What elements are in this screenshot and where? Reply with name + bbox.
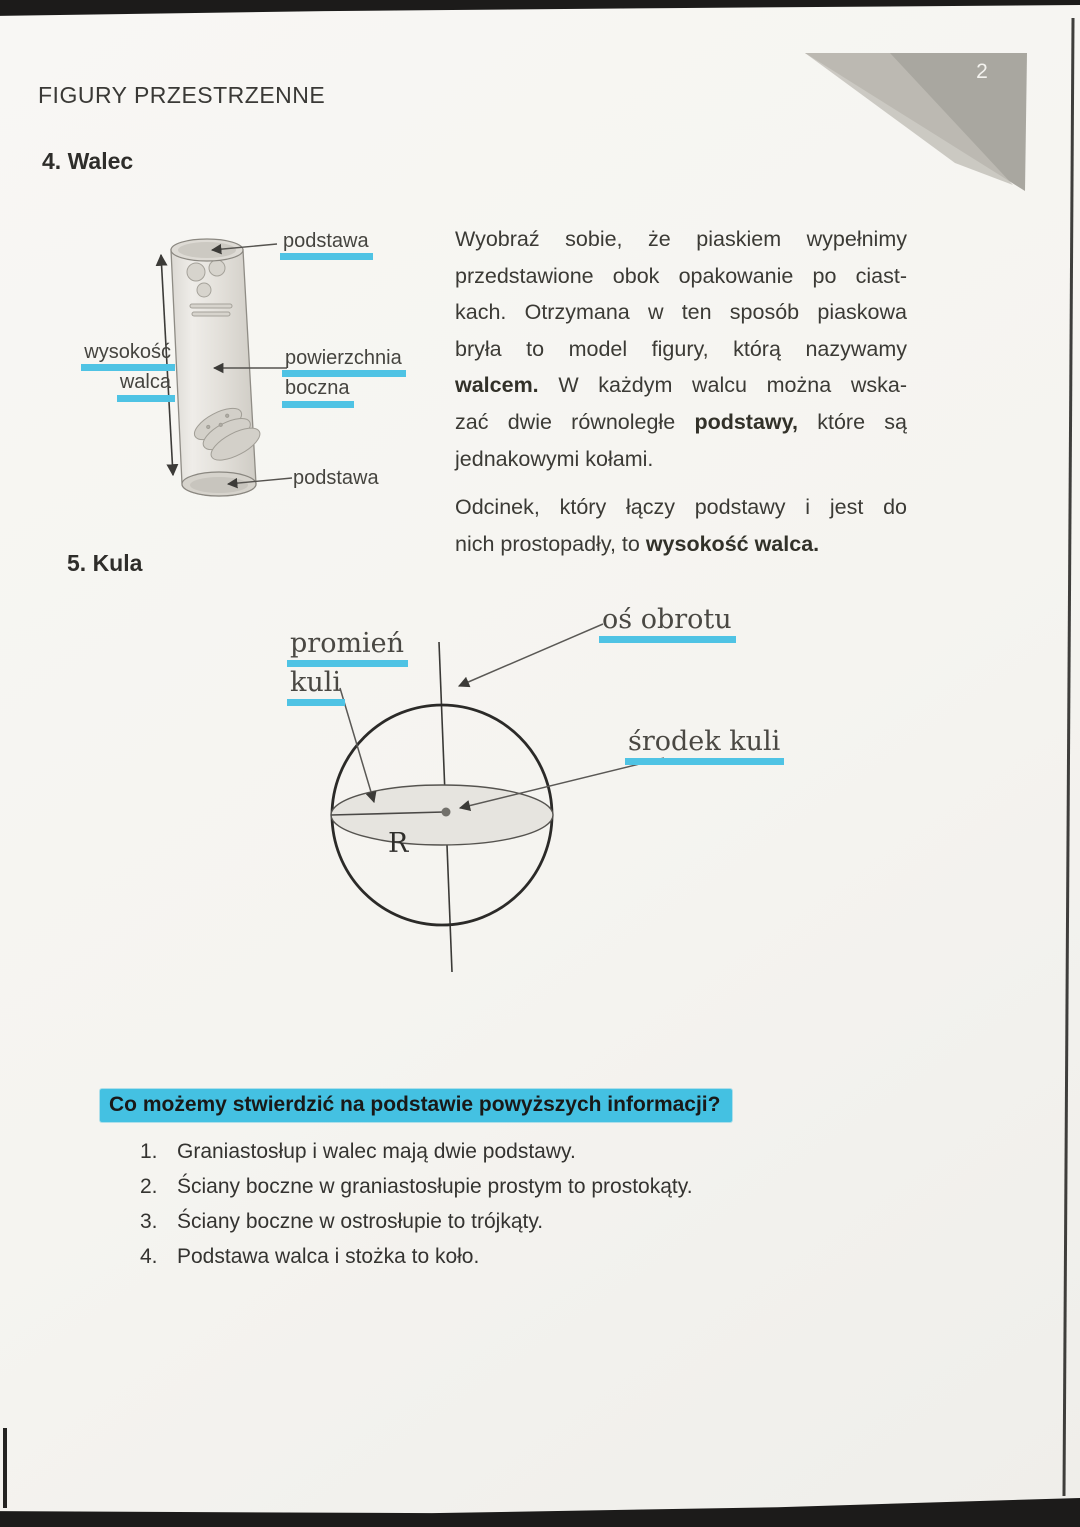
list-item-text: Ściany boczne w ostrosłupie to trójkąty. bbox=[177, 1210, 544, 1233]
list-item-number: 2. bbox=[140, 1175, 158, 1198]
page-title: FIGURY PRZESTRZENNE bbox=[38, 82, 326, 108]
section-heading-walec: 4. Walec bbox=[42, 148, 134, 174]
list-item bbox=[140, 1210, 960, 1234]
label-srodek-kuli: środek kuli bbox=[628, 726, 784, 765]
text-line: kach. Otrzymana w ten sposób piaskowa bbox=[455, 300, 907, 325]
scan-edge-top bbox=[0, 0, 1080, 18]
scan-edge-right bbox=[1062, 18, 1074, 1496]
list-item-text: Graniastosłup i walec mają dwie podstawy. bbox=[177, 1140, 576, 1163]
text-line: zać dwie równoległe podstawy, które są bbox=[455, 409, 907, 434]
text-line: przedstawione obok opakowanie po ciast- bbox=[455, 263, 907, 288]
summary-question-highlight: Co możemy stwierdzić na podstawie powyższych informacji? bbox=[100, 1089, 732, 1122]
arrow-os-obrotu bbox=[459, 624, 603, 686]
conclusions-list bbox=[140, 1140, 960, 1280]
walec-paragraph-1 bbox=[455, 221, 907, 477]
label-os-obrotu: oś obrotu bbox=[602, 604, 736, 643]
text-line: bryła to model figury, którą nazywamy bbox=[455, 336, 907, 361]
cylinder-bottom-inner bbox=[190, 477, 248, 493]
scan-edge-bottom bbox=[0, 1494, 1080, 1527]
list-item bbox=[140, 1140, 960, 1164]
sphere-center-dot bbox=[442, 808, 451, 817]
list-item-number: 4. bbox=[140, 1245, 158, 1268]
list-item-text: Podstawa walca i stożka to koło. bbox=[177, 1245, 480, 1268]
label-promien-kuli: promień kuli bbox=[290, 628, 408, 706]
label-wysokosc-walca: wysokość walca bbox=[60, 341, 175, 402]
text-line: Wyobraź sobie, że piaskiem wypełnimy bbox=[455, 227, 907, 251]
text-line: nich prostopadły, to wysokość walca. bbox=[455, 531, 820, 556]
section-heading-kula: 5. Kula bbox=[67, 550, 143, 576]
list-item bbox=[140, 1175, 960, 1199]
arrow-srodek bbox=[460, 758, 664, 808]
list-item bbox=[140, 1245, 960, 1269]
radius-symbol: R bbox=[388, 828, 409, 859]
text-line: Odcinek, który łączy podstawy i jest do bbox=[455, 495, 907, 520]
scan-edge-left bbox=[3, 1428, 7, 1508]
list-item-number: 3. bbox=[140, 1210, 158, 1233]
page-number: 2 bbox=[976, 60, 988, 83]
label-podstawa-top: podstawa bbox=[283, 230, 373, 260]
list-item-number: 1. bbox=[140, 1140, 158, 1163]
text-line: jednakowymi kołami. bbox=[455, 446, 654, 471]
walec-paragraph-2 bbox=[455, 489, 907, 562]
label-podstawa-bottom: podstawa bbox=[293, 467, 379, 489]
label-powierzchnia-boczna: powierzchnia boczna bbox=[285, 347, 406, 408]
text-line: walcem. W każdym walcu można wska- bbox=[455, 373, 907, 398]
cylinder-top-inner bbox=[178, 242, 236, 258]
walec-text-column bbox=[455, 221, 907, 562]
list-item-text: Ściany boczne w graniastosłupie prostym to prostokąty. bbox=[177, 1175, 693, 1198]
